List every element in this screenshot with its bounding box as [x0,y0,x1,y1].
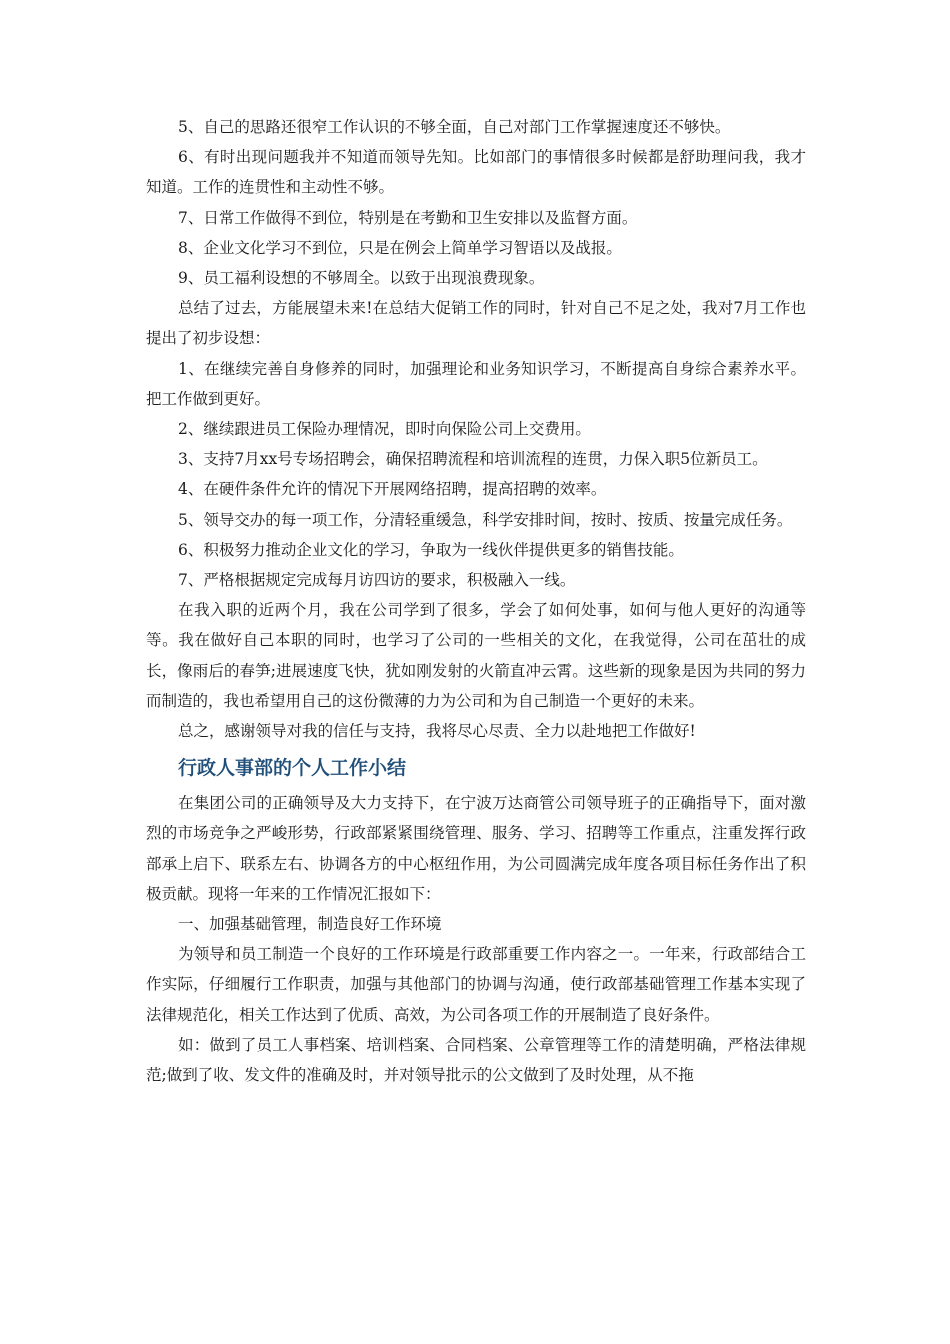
paragraph: 8、企业文化学习不到位，只是在例会上简单学习智语以及战报。 [178,238,622,257]
paragraph: 5、领导交办的每一项工作，分清轻重缓急，科学安排时间，按时、按质、按量完成任务。 [178,510,793,529]
paragraph: 9、员工福利设想的不够周全。以致于出现浪费现象。 [178,269,545,288]
section-heading: 行政人事部的个人工作小结 [178,757,407,780]
paragraph: 2、继续跟进员工保险办理情况，即时向保险公司上交费用。 [178,420,591,439]
paragraph: 7、严格根据规定完成每月访四访的要求，积极融入一线。 [178,571,576,590]
paragraph: 在我入职的近两个月，我在公司学到了很多，学会了如何处事，如何与他人更好的沟通等等。我在做好自己本职的同时，也学习了公司的一些相关的文化，在我觉得，公司在茁壮的成长，像雨后的春笋;进展速度飞快，犹如刚发射的火箭直冲云霄。这些新的现象是因为共同的努力而制造的，我也希望用自己的这份微薄的力为公司和为自己制造一个更好的未来。 [146,601,806,710]
paragraph: 总结了过去，方能展望未来!在总结大促销工作的同时，针对自己不足之处，我对7月工作也提出了初步设想： [146,299,806,348]
paragraph: 6、积极努力推动企业文化的学习，争取为一线伙伴提供更多的销售技能。 [178,540,684,559]
document-page [146,112,806,1090]
paragraph: 6、有时出现问题我并不知道而领导先知。比如部门的事情很多时候都是舒助理问我，我才知道。工作的连贯性和主动性不够。 [146,148,806,197]
paragraph: 如：做到了员工人事档案、培训档案、合同档案、公章管理等工作的清楚明确，严格法律规范;做到了收、发文件的准确及时，并对领导批示的公文做到了及时处理，从不拖 [146,1035,806,1085]
paragraph: 为领导和员工制造一个良好的工作环境是行政部重要工作内容之一。一年来，行政部结合工作实际，仔细履行工作职责，加强与其他部门的协调与沟通，使行政部基础管理工作基本实现了法律规范化，相关工作达到了优质、高效，为公司各项工作的开展制造了良好条件。 [146,945,806,1024]
paragraph: 3、支持7月xx号专场招聘会，确保招聘流程和培训流程的连贯，力保入职5位新员工。 [178,450,768,469]
paragraph: 一、加强基础管理，制造良好工作环境 [178,915,442,934]
paragraph: 7、日常工作做得不到位，特别是在考勤和卫生安排以及监督方面。 [178,208,638,227]
paragraph: 4、在硬件条件允许的情况下开展网络招聘，提高招聘的效率。 [178,480,607,499]
paragraph: 5、自己的思路还很窄工作认识的不够全面，自己对部门工作掌握速度还不够快。 [178,118,731,136]
paragraph: 总之，感谢领导对我的信任与支持，我将尽心尽责、全力以赴地把工作做好! [178,722,696,741]
paragraph: 在集团公司的正确领导及大力支持下，在宁波万达商管公司领导班子的正确指导下，面对激烈的市场竞争之严峻形势，行政部紧紧围绕管理、服务、学习、招聘等工作重点，注重发挥行政部承上启下、联系左右、协调各方的中心枢纽作用，为公司圆满完成年度各项目标任务作出了积极贡献。现将一年来的工作情况汇报如下： [146,794,806,903]
paragraph: 1、在继续完善自身修养的同时，加强理论和业务知识学习，不断提高自身综合素养水平。把工作做到更好。 [146,359,806,408]
